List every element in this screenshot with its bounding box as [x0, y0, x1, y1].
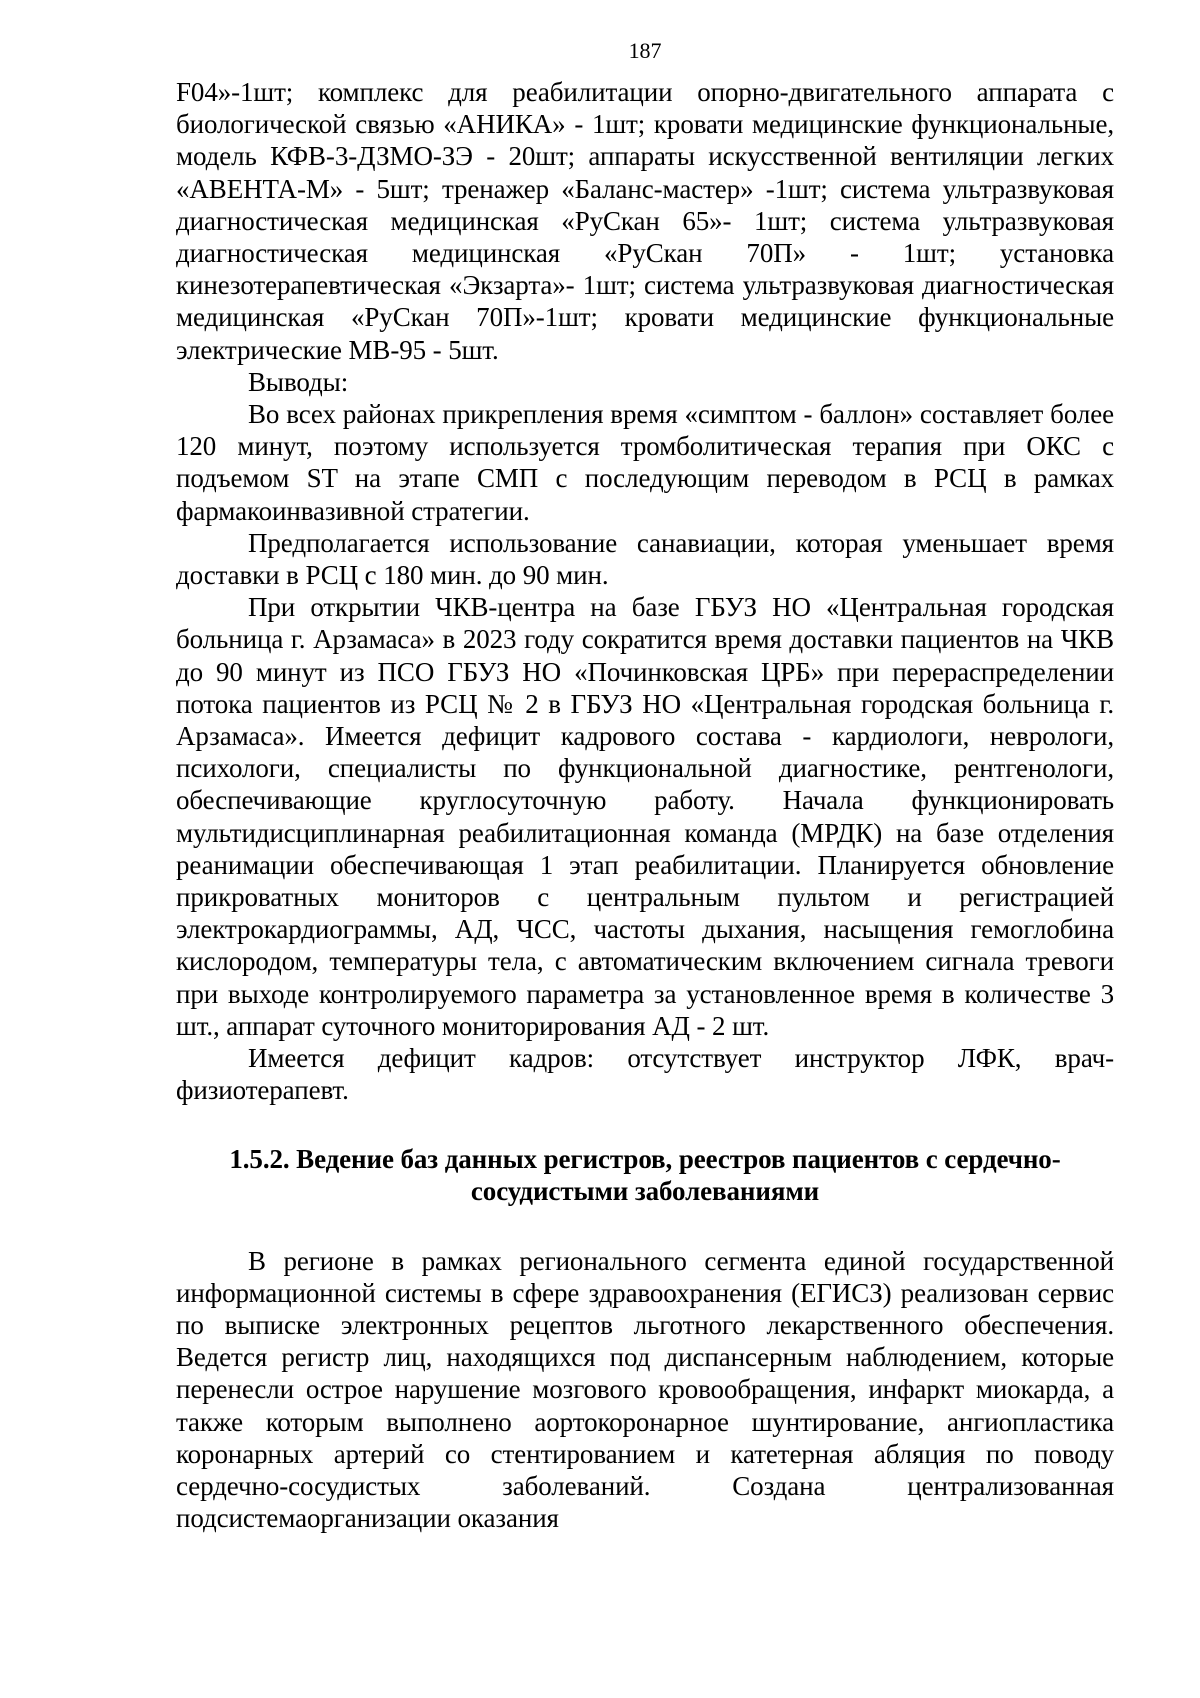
- conclusions-label: Выводы:: [248, 366, 349, 397]
- document-page: [176, 38, 1114, 1534]
- air-ambulance-paragraph: Предполагается использование санавиации, которая уменьшает время доставки в РСЦ с 180 мин. до 90 мин.: [176, 527, 1114, 591]
- equipment-list-paragraph: F04»-1шт; комплекс для реабилитации опорно-двигательного аппарата с биологической связью «АНИКА» - 1шт; кровати медицинские функциональные, модель КФВ-3-ДЗМО-ЗЭ - 20шт; аппараты искусственной вентиляции легких «АВЕНТА-М» - 5шт; тренажер «Баланс-мастер» -1шт; система ультразвуковая диагностическая медицинская «РуСкан 65»- 1шт; система ультразвуковая диагностическая медицинская «РуСкан 70П» - 1шт; установка кинезотерапевтическая «Экзарта»- 1шт; система ультразвуковая диагностическая медицинская «РуСкан 70П»-1шт; кровати медицинские функциональные электрические МВ-95 - 5шт.: [176, 77, 1114, 365]
- staff-deficit-paragraph: Имеется дефицит кадров: отсутствует инструктор ЛФК, врач-физиотерапевт.: [176, 1043, 1114, 1106]
- registry-paragraph: В регионе в рамках регионального сегмента единой государственной информационной системы в сфере здравоохранения (ЕГИСЗ) реализован сервис по выписке электронных рецептов льготного лекарственного обеспечения. Ведется регистр лиц, находящихся под диспансерным наблюдением, которые перенесли острое нарушение мозгового кровообращения, инфаркт миокарда, а также которым выполнено аортокоронарное шунтирование, ангиопластика коронарных артерий со стентированием и катетерная абляция по поводу сердечно-сосудистых заболеваний. Создана централизованная подсистемаорганизации оказания: [176, 1245, 1114, 1534]
- section-heading-line2: сосудистыми заболеваниями: [470, 1175, 820, 1206]
- page-number: 187: [628, 38, 662, 63]
- section-heading-line1: 1.5.2. Ведение баз данных регистров, реестров пациентов с сердечно-: [229, 1143, 1061, 1174]
- symptom-balloon-paragraph: Во всех районах прикрепления время «симптом - баллон» составляет более 120 минут, поэтому используется тромболитическая терапия при ОКС с подъемом ST на этапе СМП с последующим переводом в РСЦ в рамках фармакоинвазивной стратегии.: [176, 399, 1114, 526]
- section-heading: [176, 1143, 1114, 1207]
- pci-center-paragraph: При открытии ЧКВ-центра на базе ГБУЗ НО «Центральная городская больница г. Арзамаса» в 2023 году сократится время доставки пациентов на ЧКВ до 90 минут из ПСО ГБУЗ НО «Починковская ЦРБ» при перераспределении потока пациентов из РСЦ № 2 в ГБУЗ НО «Центральная городская больница г. Арзамаса». Имеется дефицит кадрового состава - кардиологи, неврологи, психологи, специалисты по функциональной диагностике, рентгенологи, обеспечивающие круглосуточную работу. Начала функционировать мультидисциплинарная реабилитационная команда (МРДК) на базе отделения реанимации обеспечивающая 1 этап реабилитации. Планируется обновление прикроватных мониторов с центральным пультом и регистрацией электрокардиограммы, АД, ЧСС, частоты дыхания, насыщения гемоглобина кислородом, температуры тела, с автоматическим включением сигнала тревоги при выходе контролируемого параметра за установленное время в количестве 3 шт., аппарат суточного мониторирования АД - 2 шт.: [176, 592, 1114, 1041]
